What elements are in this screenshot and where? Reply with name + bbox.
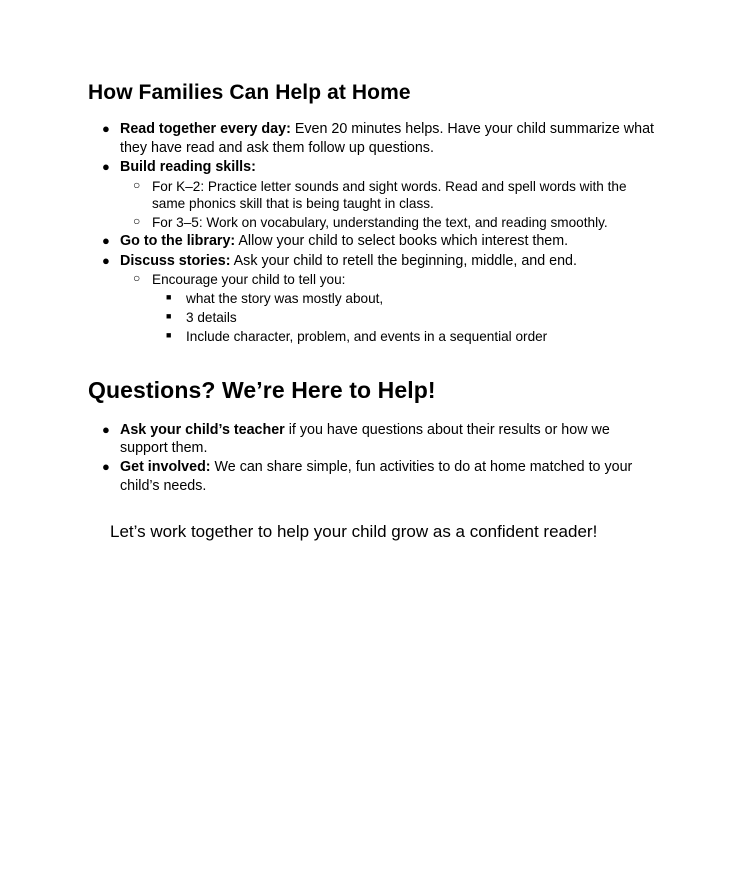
list-item [88, 120, 660, 157]
bullet-circle-icon: ○ [133, 271, 141, 286]
list-item [152, 309, 660, 327]
list-item-text: We can share simple, fun activities to do at home matched to your child’s needs. [120, 459, 633, 494]
list-item [88, 458, 660, 495]
list-item-lead: Ask your child’s teacher [120, 421, 285, 438]
list-item-lead: Get involved: [120, 459, 211, 476]
page-title: How Families Can Help at Home [88, 81, 411, 104]
list-item-text: what the story was mostly about, [186, 290, 384, 306]
list-item [88, 252, 660, 346]
bullet-circle-icon: ○ [133, 213, 141, 228]
sub-sub-list [152, 290, 660, 346]
list-item-text: Ask your child to retell the beginning, middle, and end. [230, 252, 577, 269]
sub-list [120, 271, 660, 346]
list-item-lead: Build reading skills: [120, 159, 256, 176]
bullet-circle-icon: ○ [133, 177, 141, 192]
list-item [120, 178, 660, 213]
list-item [120, 214, 660, 232]
list-item-text: Even 20 minutes helps. Have your child summarize what they have read and ask them follow up questions. [120, 121, 654, 156]
list-item-text: Encourage your child to tell you: [152, 272, 346, 288]
questions-heading: Questions? We’re Here to Help! [88, 376, 436, 403]
list-item-text: Include character, problem, and events in a sequential order [186, 328, 548, 344]
closing-statement: Let’s work together to help your child grow as a confident reader! [110, 522, 598, 542]
bullet-square-icon: ■ [166, 329, 172, 340]
list-item-lead: Discuss stories: [120, 252, 231, 269]
list-item [120, 271, 660, 346]
list-item [152, 328, 660, 346]
bullet-square-icon: ■ [166, 291, 172, 302]
sub-list [120, 178, 660, 232]
bullet-disc-icon: ● [102, 233, 110, 249]
bullet-square-icon: ■ [166, 310, 172, 321]
list-item-text: if you have questions about their results or how we support them. [120, 421, 610, 456]
list-item [88, 158, 660, 231]
questions-list [88, 421, 660, 496]
list-item-lead: Read together every day: [120, 121, 291, 138]
bullet-disc-icon: ● [102, 459, 110, 475]
bullet-disc-icon: ● [102, 159, 110, 175]
list-item-text: For K–2: Practice letter sounds and sight words. Read and spell words with the same phonics skill that is being taught in class. [152, 178, 627, 212]
list-item-text: For 3–5: Work on vocabulary, understanding the text, and reading smoothly. [152, 214, 608, 230]
family-help-list [88, 120, 660, 346]
bullet-disc-icon: ● [102, 421, 110, 437]
list-item [88, 232, 660, 250]
bullet-disc-icon: ● [102, 121, 110, 137]
list-item [88, 421, 660, 458]
list-item-text: 3 details [186, 309, 237, 325]
list-item [152, 290, 660, 308]
list-item-text: Allow your child to select books which interest them. [235, 233, 569, 250]
bullet-disc-icon: ● [102, 252, 110, 268]
list-item-lead: Go to the library: [120, 233, 236, 250]
